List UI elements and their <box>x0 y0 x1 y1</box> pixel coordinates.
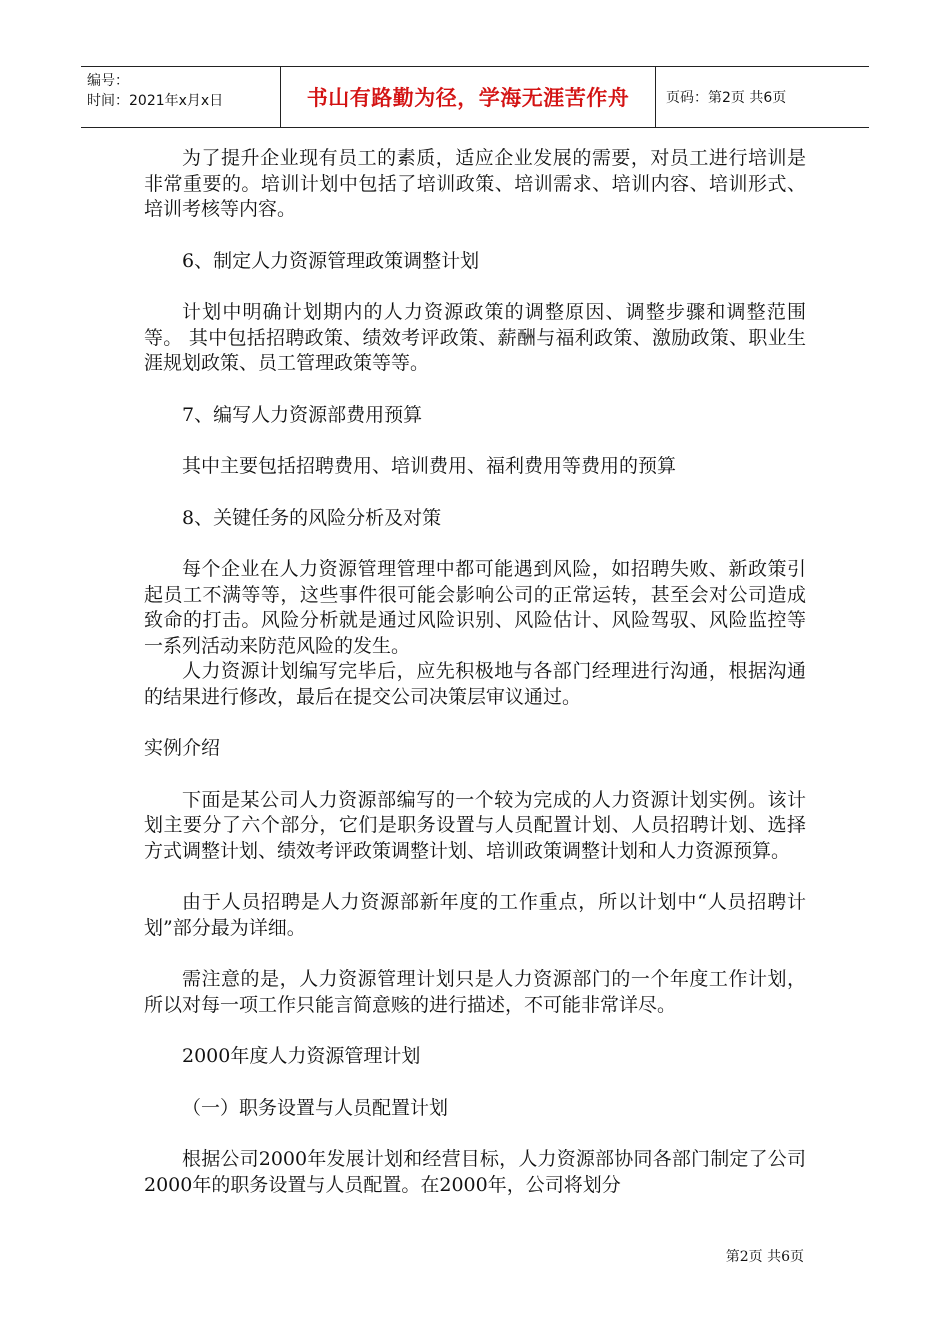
paragraph-training: 为了提升企业现有员工的素质，适应企业发展的需要，对员工进行培训是非常重要的。培训计划中包括了培训政策、培训需求、培训内容、培训形式、培训考核等内容。 <box>144 147 806 220</box>
paragraph-recruitment-focus: 由于人员招聘是人力资源部新年度的工作重点，所以计划中“人员招聘计划”部分最为详细。 <box>144 891 806 939</box>
paragraph-note: 需注意的是，人力资源管理计划只是人力资源部门的一个年度工作计划，所以对每一项工作只能言简意赅的进行描述，不可能非常详尽。 <box>144 968 806 1016</box>
paragraph-budget: 其中主要包括招聘费用、培训费用、福利费用等费用的预算 <box>182 455 677 477</box>
paragraph-section-one: 根据公司2000年发展计划和经营目标，人力资源部协同各部门制定了公司2000年的职务设置与人员配置。在2000年，公司将划分 <box>144 1148 806 1196</box>
heading-risk: 8、关键任务的风险分析及对策 <box>182 506 442 529</box>
heading-annual-plan: 2000年度人力资源管理计划 <box>182 1045 421 1067</box>
paragraph-communication: 人力资源计划编写完毕后，应先积极地与各部门经理进行沟通，根据沟通的结果进行修改，最后在提交公司决策层审议通过。 <box>144 660 806 708</box>
heading-example: 实例介绍 <box>144 737 221 759</box>
page-footer: 第2页 共6页 <box>725 1249 804 1265</box>
paragraph-example: 下面是某公司人力资源部编写的一个较为完成的人力资源计划实例。该计划主要分了六个部分，它们是职务设置与人员配置计划、人员招聘计划、选择方式调整计划、绩效考评政策调整计划、培训政策调整计划和人力资源预算。 <box>144 788 806 862</box>
header-meta <box>81 67 281 127</box>
heading-section-one: （一）职务设置与人员配置计划 <box>182 1096 449 1119</box>
header-page-number: 页码：第2页 共6页 <box>666 90 787 106</box>
time-label: 时间：2021年x月x日 <box>87 93 224 109</box>
document-body <box>144 146 806 1198</box>
heading-policy-plan: 6、制定人力资源管理政策调整计划 <box>182 249 480 272</box>
paragraph-policy-plan: 计划中明确计划期内的人力资源政策的调整原因、调整步骤和调整范围等。 其中包括招聘政策、绩效考评政策、薪酬与福利政策、激励政策、职业生涯规划政策、员工管理政策等等。 <box>144 301 806 374</box>
page-header <box>81 66 869 128</box>
header-motto: 书山有路勤为径，学海无涯苦作舟 <box>281 67 656 127</box>
number-label: 编号： <box>87 73 129 89</box>
heading-budget: 7、编写人力资源部费用预算 <box>182 403 423 426</box>
paragraph-risk: 每个企业在人力资源管理管理中都可能遇到风险，如招聘失败、新政策引起员工不满等等，这些事件很可能会影响公司的正常运转，甚至会对公司造成致命的打击。风险分析就是通过风险识别、风险估计、风险驾驭、风险监控等一系列活动来防范风险的发生。 <box>144 558 806 657</box>
